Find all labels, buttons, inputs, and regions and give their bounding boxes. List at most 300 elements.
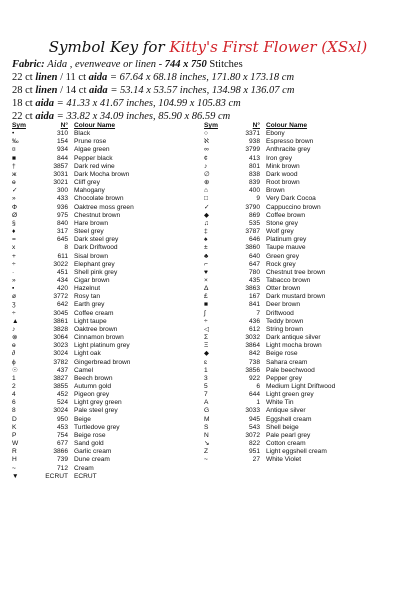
key-row [12, 326, 202, 334]
key-symbol: ◆ [204, 211, 210, 219]
key-row [204, 220, 394, 228]
key-symbol: N [204, 431, 209, 439]
key-colour-name: Beige [74, 415, 91, 423]
key-symbol: Ф [12, 203, 18, 211]
key-dmc-number: 27 [252, 456, 260, 464]
key-dmc-number: 922 [248, 374, 260, 382]
key-row [204, 285, 394, 293]
key-symbol: 3 [204, 374, 208, 382]
key-row [12, 318, 202, 326]
key-row [204, 432, 394, 440]
key-row [12, 155, 202, 163]
key-colour-name: Dark Driftwood [74, 244, 118, 252]
key-dmc-number: 936 [56, 203, 68, 211]
key-colour-name: Light grey green [74, 399, 122, 407]
key-colour-name: Cappuccino brown [266, 203, 321, 211]
key-dmc-number: 433 [56, 195, 68, 203]
header-colour-name: Colour Name [266, 122, 308, 129]
key-symbol: » [12, 195, 16, 203]
key-dmc-number: 801 [248, 162, 260, 170]
key-colour-name: Pigeon grey [74, 391, 110, 399]
key-colour-name: String brown [266, 325, 304, 333]
key-symbol: † [12, 162, 16, 170]
header-number: N° [252, 122, 260, 129]
key-row [204, 293, 394, 301]
key-dmc-number: 9 [256, 195, 260, 203]
key-dmc-number: 437 [56, 366, 68, 374]
key-row [204, 212, 394, 220]
size-dimensions: = 53.14 x 53.57 inches, 134.98 x 136.07 cm [110, 85, 295, 96]
key-row [12, 212, 202, 220]
key-row [204, 342, 394, 350]
key-colour-name: Dark Mocha brown [74, 170, 130, 178]
key-dmc-number: 543 [248, 423, 260, 431]
key-colour-name: Camel [74, 366, 94, 374]
key-colour-name: Tabacco brown [266, 276, 311, 284]
key-symbol: ‡ [204, 228, 208, 236]
key-dmc-number: 3799 [245, 146, 260, 154]
key-symbol: ∞ [204, 146, 209, 154]
key-symbol: K [12, 423, 17, 431]
key-row [12, 163, 202, 171]
size-count: 22 ct [12, 111, 33, 122]
key-symbol: ▼ [12, 472, 19, 480]
key-colour-name: Very Dark Cocoa [266, 195, 316, 203]
key-colour-name: Medium Light Driftwood [266, 383, 336, 390]
key-symbol: ▪ [12, 285, 15, 293]
key-symbol: ♥ [204, 268, 208, 276]
key-symbol: 5 [204, 383, 208, 390]
key-colour-name: Taupe mauve [266, 244, 306, 252]
key-dmc-number: 612 [248, 325, 260, 333]
key-symbol: ⊗ [12, 334, 18, 342]
key-symbol: ÷ [12, 309, 16, 317]
key-row [12, 310, 202, 318]
key-row [204, 277, 394, 285]
key-colour-name: Pepper grey [266, 374, 302, 382]
key-colour-name: Coffee brown [266, 211, 306, 219]
key-row [204, 407, 394, 415]
key-row [204, 334, 394, 342]
key-colour-name: Cinnamon brown [74, 334, 124, 342]
key-colour-name: Dark mustard brown [266, 293, 326, 301]
key-dmc-number: 938 [248, 138, 260, 146]
key-symbol: ∅ [204, 170, 210, 178]
key-column-right [204, 122, 394, 465]
key-symbol: ÷ [12, 260, 16, 268]
key-symbol: ♦ [12, 228, 16, 236]
key-symbol: □ [204, 195, 208, 203]
key-colour-name: Elephant grey [74, 260, 115, 268]
key-row [204, 244, 394, 252]
key-colour-name: Prune rose [74, 138, 107, 146]
key-dmc-number: 950 [56, 415, 68, 423]
key-row [204, 236, 394, 244]
key-symbol: § [12, 219, 16, 227]
key-symbol: ♪ [12, 325, 16, 333]
key-row [204, 326, 394, 334]
key-symbol: ж [12, 170, 17, 178]
key-symbol: S [204, 423, 209, 431]
key-colour-name: Algae green [74, 146, 110, 154]
key-row [12, 277, 202, 285]
header-sym: Sym [204, 122, 218, 129]
key-colour-name: Teddy brown [266, 317, 304, 325]
page-title [0, 38, 416, 56]
key-row [12, 195, 202, 203]
key-dmc-number: 646 [248, 236, 260, 244]
key-dmc-number: 842 [248, 350, 260, 358]
size-dimensions: = 67.64 x 68.18 inches, 171.80 x 173.18 cm [109, 72, 295, 83]
key-colour-name: Green grey [266, 252, 299, 260]
key-dmc-number: 3861 [53, 317, 68, 325]
key-colour-name: Otter brown [266, 285, 301, 293]
key-colour-name: Turtledove grey [74, 423, 120, 431]
key-symbol: ʒ [12, 301, 16, 309]
key-symbol: ■ [204, 301, 208, 309]
key-symbol: ■ [12, 154, 16, 162]
key-symbol: ϕ [12, 358, 16, 366]
stitch-count: 744 x 750 [164, 59, 207, 70]
key-symbol: ℵ [204, 138, 209, 146]
key-row [12, 228, 202, 236]
key-symbol: ~ [12, 464, 16, 472]
key-dmc-number: 1 [256, 399, 260, 407]
key-symbol: ± [204, 244, 208, 252]
key-row [204, 448, 394, 456]
key-row [12, 130, 202, 138]
key-dmc-number: 3031 [53, 170, 68, 178]
key-dmc-number: 647 [248, 260, 260, 268]
column-header [204, 122, 394, 130]
size-lines [12, 71, 412, 123]
key-dmc-number: 310 [56, 130, 68, 138]
key-dmc-number: 3864 [245, 342, 260, 350]
size-mid: / 14 ct [60, 85, 87, 96]
key-row [12, 473, 202, 481]
header-number: N° [60, 122, 68, 129]
key-symbol: Σ [204, 334, 209, 342]
key-colour-name: Gingerbread brown [74, 358, 131, 366]
header-sym: Sym [12, 122, 26, 129]
key-dmc-number: 677 [56, 440, 68, 448]
key-row [12, 146, 202, 154]
key-dmc-number: 3045 [53, 309, 68, 317]
key-colour-name: ECRUT [74, 472, 97, 480]
key-colour-name: Sand gold [74, 440, 104, 448]
key-colour-name: Shell beige [266, 423, 299, 431]
key-symbol: £ [204, 293, 208, 301]
key-row [12, 424, 202, 432]
key-row [204, 138, 394, 146]
key-colour-name: Shell pink grey [74, 268, 118, 276]
key-colour-name: Chestnut tree brown [266, 268, 326, 276]
key-row [204, 163, 394, 171]
key-colour-name: Autumn gold [74, 383, 112, 390]
key-dmc-number: 841 [248, 301, 260, 309]
key-symbol: Z [204, 448, 209, 456]
key-symbol: ¢ [204, 154, 208, 162]
key-symbol: ‰ [12, 138, 19, 146]
key-row [12, 359, 202, 367]
key-row [12, 367, 202, 375]
key-dmc-number: 838 [248, 170, 260, 178]
key-dmc-number: 3857 [53, 162, 68, 170]
title-pattern-name: Kitty's First Flower (XSxl) [169, 38, 368, 56]
key-dmc-number: 3024 [53, 350, 68, 358]
key-row [204, 359, 394, 367]
key-dmc-number: 400 [248, 187, 260, 195]
key-row [204, 195, 394, 203]
key-row [12, 244, 202, 252]
key-colour-name: Beech brown [74, 374, 113, 382]
key-colour-name: Ebony [266, 130, 285, 138]
key-dmc-number: 317 [56, 228, 68, 236]
key-colour-name: Steel grey [74, 228, 104, 236]
key-symbol: 6 [12, 399, 16, 407]
key-symbol: H [12, 456, 17, 464]
key-row [12, 138, 202, 146]
key-colour-name: Chocolate brown [74, 195, 124, 203]
key-symbol: ♪ [204, 162, 208, 170]
key-symbol: ⌐ [204, 260, 208, 268]
fabric-info [12, 58, 412, 123]
key-colour-name: Dark antique silver [266, 334, 321, 342]
key-dmc-number: 642 [56, 301, 68, 309]
key-colour-name: Dark red wine [74, 162, 115, 170]
key-colour-name: Black [74, 130, 91, 138]
key-dmc-number: 3828 [53, 325, 68, 333]
key-row [12, 204, 202, 212]
key-row [12, 301, 202, 309]
key-dmc-number: 3863 [245, 285, 260, 293]
key-colour-name: Dark wood [266, 170, 298, 178]
key-symbol: ♣ [204, 252, 209, 260]
key-row [204, 310, 394, 318]
key-row [204, 155, 394, 163]
key-row [12, 253, 202, 261]
size-mid: / 11 ct [60, 72, 86, 83]
key-symbol: ✓ [204, 203, 210, 211]
key-symbol: W [12, 440, 19, 448]
key-dmc-number: ECRUT [45, 472, 68, 480]
key-colour-name: Light mocha brown [266, 342, 322, 350]
key-colour-name: Pale beechwood [266, 366, 315, 374]
key-dmc-number: 3032 [245, 334, 260, 342]
key-dmc-number: 535 [248, 219, 260, 227]
key-colour-name: Pale pearl grey [266, 431, 311, 439]
key-row [204, 228, 394, 236]
key-dmc-number: 739 [56, 456, 68, 464]
key-symbol: · [12, 268, 15, 276]
key-row [204, 350, 394, 358]
key-symbol: 1 [204, 366, 208, 374]
key-dmc-number: 951 [248, 448, 260, 456]
key-dmc-number: 3860 [245, 244, 260, 252]
key-dmc-number: 453 [56, 423, 68, 431]
key-row [204, 375, 394, 383]
key-row [12, 375, 202, 383]
key-dmc-number: 3021 [53, 179, 68, 187]
key-colour-name: Cliff grey [74, 179, 100, 187]
key-colour-name: Oaktree brown [74, 325, 118, 333]
key-dmc-number: 934 [56, 146, 68, 154]
key-dmc-number: 3866 [53, 448, 68, 456]
key-symbol: A [204, 399, 209, 407]
key-dmc-number: 435 [248, 276, 260, 284]
key-dmc-number: 3790 [245, 203, 260, 211]
key-dmc-number: 975 [56, 211, 68, 219]
column-header [12, 122, 202, 130]
key-symbol: × [204, 276, 208, 284]
key-dmc-number: 640 [248, 252, 260, 260]
key-colour-name: Light green grey [266, 391, 314, 399]
key-row [204, 318, 394, 326]
key-dmc-number: 154 [56, 138, 68, 146]
key-colour-name: Dark steel grey [74, 236, 119, 244]
key-row [204, 383, 394, 391]
key-row [204, 391, 394, 399]
key-row [204, 146, 394, 154]
key-row [12, 269, 202, 277]
key-colour-name: Chestnut brown [74, 211, 121, 219]
key-symbol: M [204, 415, 210, 423]
key-colour-name: Espresso brown [266, 138, 314, 146]
key-symbol: ♫ [204, 219, 209, 227]
header-colour-name: Colour Name [74, 122, 116, 129]
key-symbol: ↘ [204, 440, 210, 448]
key-colour-name: Rosy tan [74, 293, 101, 301]
key-colour-name: Iron grey [266, 154, 293, 162]
key-symbol: D [12, 415, 17, 423]
key-dmc-number: 3855 [53, 383, 68, 390]
key-dmc-number: 754 [56, 431, 68, 439]
stitches-word: Stitches [209, 59, 243, 70]
key-dmc-number: 524 [56, 399, 68, 407]
size-line [12, 97, 412, 110]
fabric-line [12, 58, 412, 71]
key-dmc-number: 413 [248, 154, 260, 162]
key-colour-name: Earth grey [74, 301, 105, 309]
key-colour-name: Pepper black [74, 154, 113, 162]
key-symbol: » [12, 276, 16, 284]
key-colour-name: Beige rose [266, 350, 298, 358]
key-row [12, 416, 202, 424]
key-dmc-number: 3371 [245, 130, 260, 138]
key-dmc-number: 645 [56, 236, 68, 244]
key-colour-name: Cream [74, 464, 94, 472]
key-colour-name: Garlic cream [74, 448, 112, 456]
key-row [12, 236, 202, 244]
size-fabric-linen: linen [35, 85, 58, 96]
key-colour-name: White Tin [266, 399, 294, 407]
key-symbol: ◆ [204, 350, 210, 358]
key-dmc-number: 436 [248, 317, 260, 325]
key-colour-name: Sisal brown [74, 252, 109, 260]
key-row [204, 261, 394, 269]
key-colour-name: Stone grey [266, 219, 298, 227]
key-colour-name: Deer brown [266, 301, 301, 309]
key-dmc-number: 452 [56, 391, 68, 399]
key-colour-name: Rock grey [266, 260, 296, 268]
key-row [12, 448, 202, 456]
key-row [12, 179, 202, 187]
key-colour-name: Mahogany [74, 187, 105, 195]
key-dmc-number: 712 [56, 464, 68, 472]
key-colour-name: Platinum grey [266, 236, 307, 244]
key-colour-name: Light taupe [74, 317, 107, 325]
key-dmc-number: 3024 [53, 407, 68, 415]
fabric-types: Aida , evenweave or linen - [47, 59, 163, 70]
key-symbol: • [12, 130, 15, 138]
key-symbol: G [204, 407, 210, 415]
key-colour-name: Driftwood [266, 309, 294, 317]
key-dmc-number: 6 [256, 383, 260, 390]
key-symbol: ÷ [204, 317, 208, 325]
key-symbol: ∫ [204, 309, 206, 317]
key-row [12, 261, 202, 269]
key-dmc-number: 840 [56, 219, 68, 227]
key-row [204, 130, 394, 138]
key-row [204, 399, 394, 407]
key-dmc-number: 839 [248, 179, 260, 187]
key-row [12, 407, 202, 415]
key-symbol: Δ [204, 285, 209, 293]
fabric-label: Fabric: [12, 59, 45, 70]
size-fabric-aida: aida [35, 111, 54, 122]
key-colour-name: Root brown [266, 179, 300, 187]
key-dmc-number: 3033 [245, 407, 260, 415]
key-dmc-number: 3772 [53, 293, 68, 301]
key-dmc-number: 3072 [245, 431, 260, 439]
key-dmc-number: 3022 [53, 260, 68, 268]
key-row [12, 440, 202, 448]
key-dmc-number: 7 [256, 309, 260, 317]
size-fabric-aida: aida [88, 72, 108, 83]
size-dimensions: = 41.33 x 41.67 inches, 104.99 x 105.83 cm [56, 98, 241, 109]
key-row [204, 187, 394, 195]
key-dmc-number: 945 [248, 415, 260, 423]
key-row [12, 293, 202, 301]
size-count: 28 ct [12, 85, 33, 96]
key-symbol: P [12, 431, 17, 439]
key-dmc-number: 167 [248, 293, 260, 301]
key-colour-name: Antique silver [266, 407, 306, 415]
key-row [12, 342, 202, 350]
key-colour-name: Light platinum grey [74, 342, 130, 350]
key-symbol: ◁ [204, 325, 210, 333]
key-row [204, 424, 394, 432]
key-symbol: R [12, 448, 17, 456]
key-symbol: Ø [12, 211, 18, 219]
key-colour-name: Cigar brown [74, 276, 110, 284]
size-fabric-aida: aida [35, 98, 54, 109]
key-dmc-number: 8 [64, 244, 68, 252]
size-fabric-linen: linen [35, 72, 58, 83]
key-row [12, 187, 202, 195]
key-symbol: = [12, 236, 16, 244]
key-symbol: x [12, 244, 16, 252]
key-row [12, 171, 202, 179]
key-row [204, 367, 394, 375]
key-row [12, 432, 202, 440]
key-symbol: 2 [12, 383, 16, 390]
key-symbol: ✓ [12, 187, 18, 195]
symbol-key-table [12, 122, 406, 480]
key-dmc-number: 434 [56, 276, 68, 284]
key-colour-name: Oaktree moss green [74, 203, 134, 211]
key-colour-name: Light eggshell cream [266, 448, 327, 456]
